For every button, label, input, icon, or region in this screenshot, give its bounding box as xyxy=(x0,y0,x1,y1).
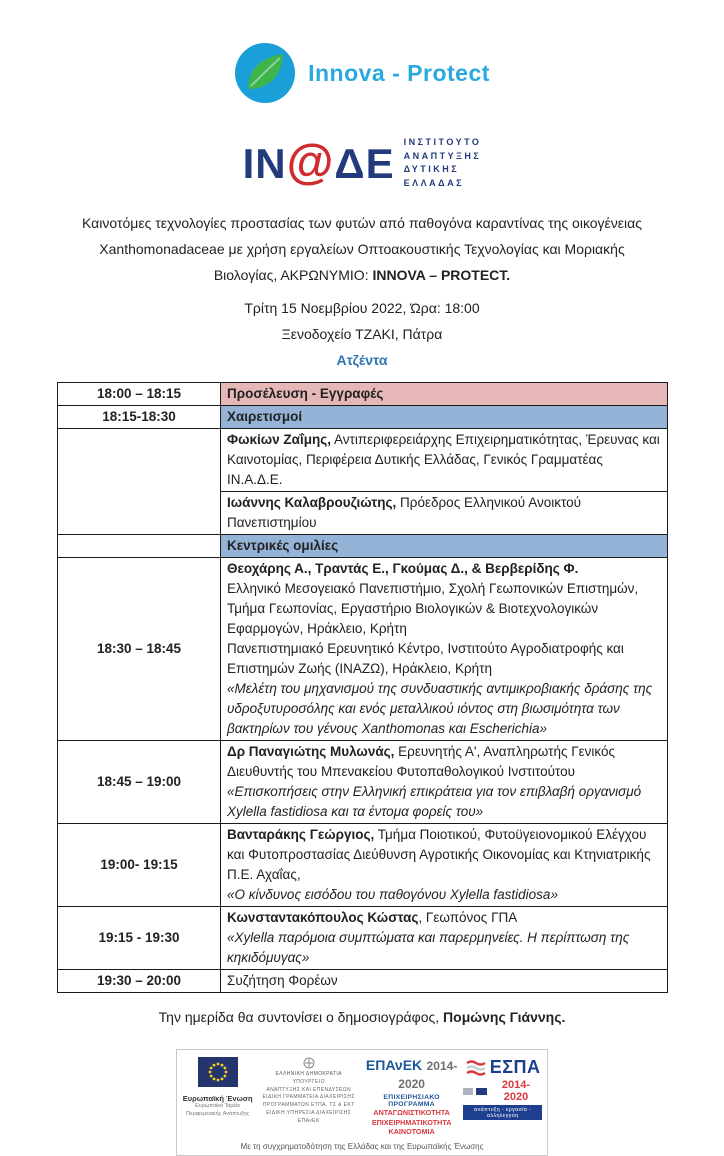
innova-logo-text: Innova - Protect xyxy=(308,59,490,86)
session-cell xyxy=(221,383,668,406)
eu-label: Ευρωπαϊκή Ένωση xyxy=(182,1094,253,1103)
time-cell: 18:00 – 18:15 xyxy=(58,383,221,406)
session-text: Συζήτηση Φορέων xyxy=(227,973,338,988)
time-cell xyxy=(58,535,221,558)
intro-block xyxy=(0,210,724,373)
time-cell: 19:30 – 20:00 xyxy=(58,970,221,993)
inade-institute-name xyxy=(404,136,482,190)
espa-mini-eu-flag-icon xyxy=(476,1088,487,1095)
session-cell xyxy=(221,741,668,824)
inade-prefix: IN xyxy=(242,140,287,187)
table-row xyxy=(58,535,668,558)
ministry-line: ΠΡΟΓΡΑΜΜΑΤΩΝ ΕΤΠΑ, ΤΣ & ΕΚΤ xyxy=(262,1102,355,1108)
table-row xyxy=(58,429,668,492)
ministry-line: ΕΙΔΙΚΗ ΥΠΗΡΕΣΙΑ ΔΙΑΧΕΙΡΙΣΗΣ ΕΠΑνΕΚ xyxy=(266,1109,352,1124)
espa-logo xyxy=(463,1057,542,1120)
table-row xyxy=(58,406,668,429)
session-text: Χαιρετισμοί xyxy=(227,409,303,424)
session-cell xyxy=(221,429,668,492)
agenda-heading: Ατζέντα xyxy=(336,352,388,368)
session-cell xyxy=(221,907,668,970)
eu-fund-line: Ευρωπαϊκό Ταμείο xyxy=(195,1103,241,1109)
inade-logo xyxy=(0,134,724,192)
table-row xyxy=(58,907,668,970)
event-title-line2: Xanthomonadaceae με χρήση εργαλείων Οπτοακουστικής Τεχνολογίας και Μοριακής xyxy=(99,241,625,257)
epanek-title: ΕΠΑνΕΚ xyxy=(365,1057,423,1073)
title-acronym-value: INNOVA – PROTECT. xyxy=(372,267,511,283)
epanek-title-row xyxy=(364,1057,459,1093)
agenda-table xyxy=(57,382,668,993)
table-row xyxy=(58,970,668,993)
espa-title: ΕΣΠΑ xyxy=(489,1057,541,1077)
event-title-line3 xyxy=(0,262,724,288)
epanek-logo xyxy=(364,1057,459,1137)
epanek-years: 2014-2020 xyxy=(398,1059,458,1091)
greek-emblem-icon xyxy=(303,1057,315,1069)
session-cell xyxy=(221,406,668,429)
inade-name-line: ΑΝΑΠΤΥΞΗΣ xyxy=(403,150,482,161)
table-row xyxy=(58,383,668,406)
title-acronym-label: Βιολογίας, ΑΚΡΩΝΥΜΙΟ: xyxy=(213,267,373,283)
session-text: Ελληνικό Μεσογειακό Πανεπιστήμιο, Σχολή Γεωπονικών Επιστημών, Τμήμα Γεωπονίας, Εργαστήριο Βιολογικών & Βιοτεχνολογικών Εφαρμογών, Ηράκλειο, Κρήτη xyxy=(227,581,639,636)
event-datetime: Τρίτη 15 Νοεμβρίου 2022, Ώρα: 18:00 xyxy=(244,300,480,316)
session-text: Κεντρικές ομιλίες xyxy=(227,538,339,553)
cofinance-note: Με τη συγχρηματοδότηση της Ελλάδας και της Ευρωπαϊκής Ένωσης xyxy=(240,1142,484,1152)
session-cell xyxy=(221,824,668,907)
ministry-line: ΑΝΑΠΤΥΞΗΣ ΚΑΙ ΕΠΕΝΔΥΣΕΩΝ xyxy=(266,1086,352,1093)
time-cell: 18:30 – 18:45 xyxy=(58,558,221,741)
event-venue: Ξενοδοχείο ΤΖΑΚΙ, Πάτρα xyxy=(281,326,443,342)
time-cell xyxy=(58,429,221,535)
ministry-line: ΕΙΔΙΚΗ ΓΡΑΜΜΑΤΕΙΑ ΔΙΑΧΕΙΡΙΣΗΣ xyxy=(262,1094,355,1101)
event-title-line1: Καινοτόμες τεχνολογίες προστασίας των φυτών από παθογόνα καραντίνας της οικογένειας xyxy=(82,215,642,231)
session-text: «Ο κίνδυνος εισόδου του παθογόνου Xylella fastidiosa» xyxy=(227,887,558,902)
session-cell xyxy=(221,492,668,535)
inade-name-line: ΔΥΤΙΚΗΣ xyxy=(403,164,460,174)
session-text: Προσέλευση - Εγγραφές xyxy=(227,386,384,401)
session-text: Βανταράκης Γεώργιος, Τμήμα Ποιοτικού, Φυτοϋγειονομικού Ελέγχου και Φυτοπροστασίας Διεύθυνση Αγροτικής Οικονομίας και Κτηνιατρικής Π.Ε. Αχαΐας, xyxy=(227,827,651,882)
epanek-keyword: ΚΑΙΝΟΤΟΜΙΑ xyxy=(388,1127,435,1137)
funding-logos-row xyxy=(182,1057,542,1137)
session-cell xyxy=(221,535,668,558)
leaf-circle-icon xyxy=(234,42,296,104)
espa-waves-icon xyxy=(465,1059,487,1077)
table-row xyxy=(58,558,668,741)
time-cell: 18:15-18:30 xyxy=(58,406,221,429)
session-text: «Μελέτη του μηχανισμού της συνδυαστικής αντιμικροβιακής δράσης της υδροξυτυροσόλης και ενός μεταλλικού ιόντος στη βιωσιμότητα των βακτηρίων του γένους Xanthomonas και Escherichia» xyxy=(227,681,653,736)
time-cell: 19:15 - 19:30 xyxy=(58,907,221,970)
epanek-subtitle: ΕΠΙΧΕΙΡΗΣΙΑΚΟ ΠΡΟΓΡΑΜΜΑ xyxy=(383,1094,440,1108)
espa-years: 2014-2020 xyxy=(501,1079,531,1103)
time-cell: 18:45 – 19:00 xyxy=(58,741,221,824)
ministry-line: ΕΛΛΗΝΙΚΗ ΔΗΜΟΚΡΑΤΙΑ xyxy=(275,1071,342,1077)
inade-name-line: ΙΝΣΤΙΤΟΥΤΟ xyxy=(403,137,482,147)
espa-years-row xyxy=(463,1079,542,1103)
ministry-logo xyxy=(257,1057,360,1125)
table-row xyxy=(58,741,668,824)
moderator-name: Πομώνης Γιάννης. xyxy=(443,1009,566,1025)
session-text: Κωνσταντακόπουλος Κώστας, Γεωπόνος ΓΠΑ xyxy=(227,910,518,925)
session-text: Θεοχάρης Α., Τραντάς Ε., Γκούμας Δ., & Βερβερίδης Φ. xyxy=(227,561,579,576)
session-text: Πανεπιστημιακό Ερευνητικό Κέντρο, Ινστιτούτο Αγροδιατροφής και Επιστημών Ζωής (ΙΝΑΖΩ), Ηράκλειο, Κρήτη xyxy=(227,641,624,676)
session-text: «Xylella παρόμοια συμπτώματα και παρερμηνείες. Η περίπτωση της κηκιδόμυγας» xyxy=(227,930,630,965)
innova-protect-logo xyxy=(0,40,724,106)
agenda-table-body xyxy=(58,383,668,993)
funding-banner xyxy=(176,1049,548,1156)
inade-acronym xyxy=(242,136,395,189)
session-text: Ιωάννης Καλαβρουζιώτης, Πρόεδρος Ελληνικού Ανοικτού Πανεπιστημίου xyxy=(227,495,581,530)
ministry-line: ΥΠΟΥΡΓΕΙΟ xyxy=(292,1078,325,1085)
espa-tagline: ανάπτυξη - εργασία - αλληλεγγύη xyxy=(463,1105,542,1120)
session-text: Φωκίων Ζαΐμης, Αντιπεριφερειάρχης Επιχειρηματικότητας, Έρευνας και Καινοτομίας, Περιφέρεια Δυτικής Ελλάδας, Γενικός Γραμματέας ΙΝ.Α.Δ.Ε. xyxy=(227,432,660,487)
moderator-note xyxy=(0,1009,724,1025)
session-text: Δρ Παναγιώτης Μυλωνάς, Ερευνητής Α', Αναπληρωτής Γενικός Διευθυντής του Μπενακείου Φυτοπαθολογικού Ινστιτούτου xyxy=(227,744,616,779)
epanek-keyword: ΕΠΙΧΕΙΡΗΜΑΤΙΚΟΤΗΤΑ xyxy=(371,1117,452,1127)
session-cell xyxy=(221,558,668,741)
session-cell xyxy=(221,970,668,993)
inade-name-line: ΕΛΛΑΔΑΣ xyxy=(403,177,464,188)
inade-suffix: ΔΕ xyxy=(334,140,395,187)
time-cell: 19:00- 19:15 xyxy=(58,824,221,907)
table-row xyxy=(58,824,668,907)
eu-flag-logo xyxy=(182,1057,253,1118)
at-symbol-icon: @ xyxy=(286,136,335,189)
epanek-keyword: ΑΝΤΑΓΩΝΙΣΤΙΚΟΤΗΤΑ xyxy=(373,1108,450,1117)
moderator-text: Την ημερίδα θα συντονίσει ο δημοσιογράφος, xyxy=(158,1009,444,1025)
session-text: «Επισκοπήσεις στην Ελληνική επικράτεια για τον επιβλαβή οργανισμό Xylella fastidiosa και τα έντομα φορείς του» xyxy=(227,784,642,819)
espa-title-row xyxy=(463,1057,542,1078)
eu-flag-icon xyxy=(198,1057,238,1087)
eu-fund-line: Περιφερειακής Ανάπτυξης xyxy=(186,1110,250,1117)
espa-gray-icon xyxy=(463,1088,473,1095)
